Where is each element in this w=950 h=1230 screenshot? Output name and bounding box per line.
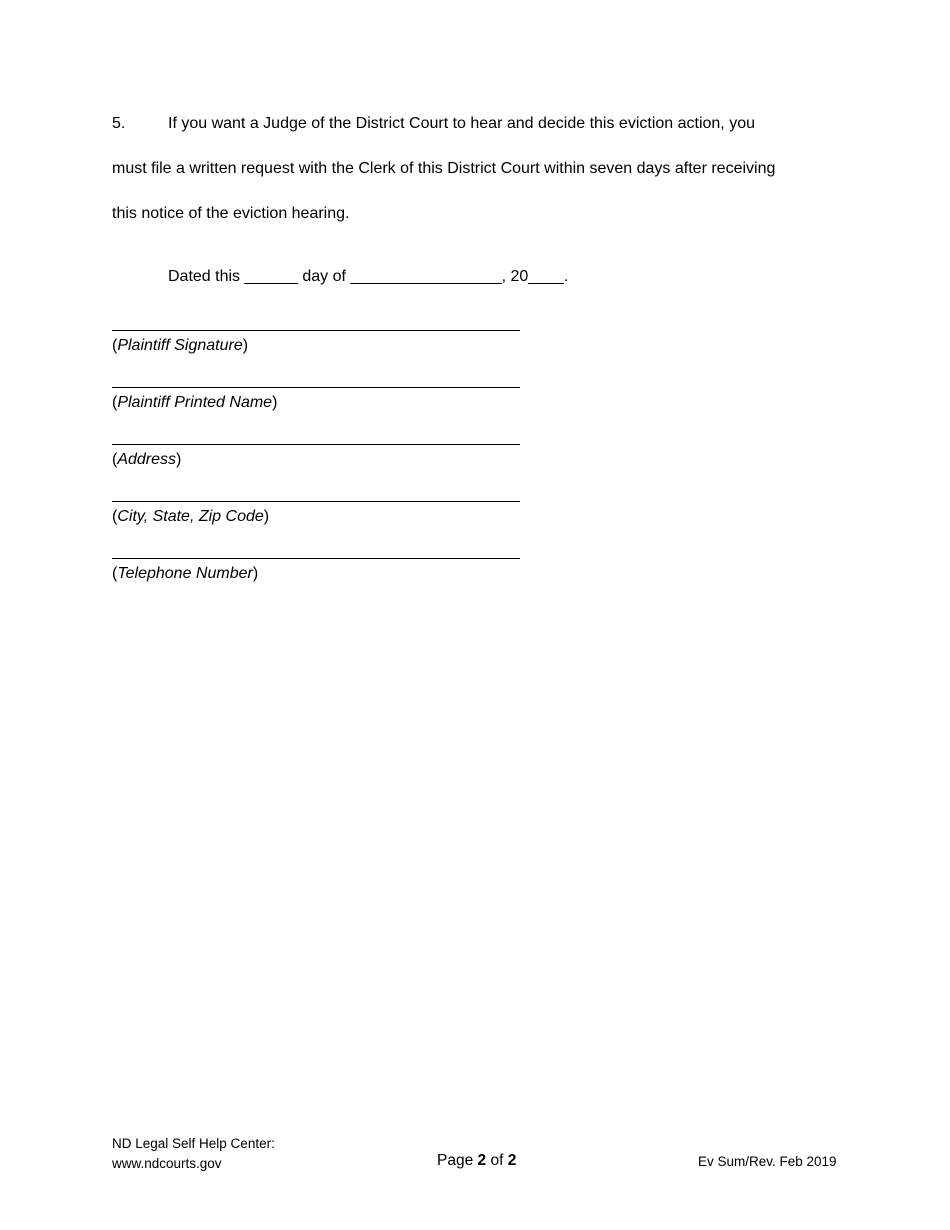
signature-field-plaintiff-signature[interactable]	[112, 330, 522, 355]
signature-field-city-state-zip[interactable]	[112, 501, 522, 526]
page-prefix: Page	[437, 1152, 478, 1169]
signature-caption-label: Telephone Number	[117, 565, 253, 582]
paragraph-line-3: this notice of the eviction hearing.	[112, 205, 350, 222]
page-number	[437, 1152, 516, 1170]
signature-caption-label: City, State, Zip Code	[117, 508, 264, 525]
paragraph-number: 5.	[112, 115, 126, 132]
signature-caption-label: Plaintiff Printed Name	[117, 394, 273, 411]
signature-caption-label: Address	[117, 451, 177, 468]
signature-caption: (Address)	[112, 451, 182, 468]
footer-org-name: ND Legal Self Help Center:	[112, 1136, 275, 1151]
signature-caption: (Plaintiff Signature)	[112, 337, 249, 354]
footer-website-link[interactable]: www.ndcourts.gov	[112, 1156, 222, 1171]
signature-line	[112, 558, 520, 559]
signature-caption: (Plaintiff Printed Name)	[112, 394, 278, 411]
page-total: 2	[507, 1152, 517, 1169]
signature-field-telephone-number[interactable]	[112, 558, 522, 583]
footer-revision: Ev Sum/Rev. Feb 2019	[698, 1154, 837, 1169]
signature-caption: (City, State, Zip Code)	[112, 508, 270, 525]
paragraph-5	[112, 101, 842, 236]
signature-line	[112, 387, 520, 388]
dated-line: Dated this ______ day of _________________, 20____.	[168, 268, 569, 285]
page-current: 2	[477, 1152, 487, 1169]
signature-line	[112, 501, 520, 502]
signature-field-plaintiff-printed-name[interactable]	[112, 387, 522, 412]
signature-caption: (Telephone Number)	[112, 565, 259, 582]
signature-caption-label: Plaintiff Signature	[117, 337, 243, 354]
signature-field-address[interactable]	[112, 444, 522, 469]
paragraph-line-2: must file a written request with the Clerk of this District Court within seven days after receiving	[112, 160, 776, 177]
paragraph-text-1: If you want a Judge of the District Court to hear and decide this eviction action, you	[168, 115, 755, 132]
footer-left	[112, 1134, 275, 1174]
signature-line	[112, 444, 520, 445]
paragraph-line-1	[112, 101, 842, 146]
page-of: of	[486, 1152, 508, 1169]
signature-line	[112, 330, 520, 331]
